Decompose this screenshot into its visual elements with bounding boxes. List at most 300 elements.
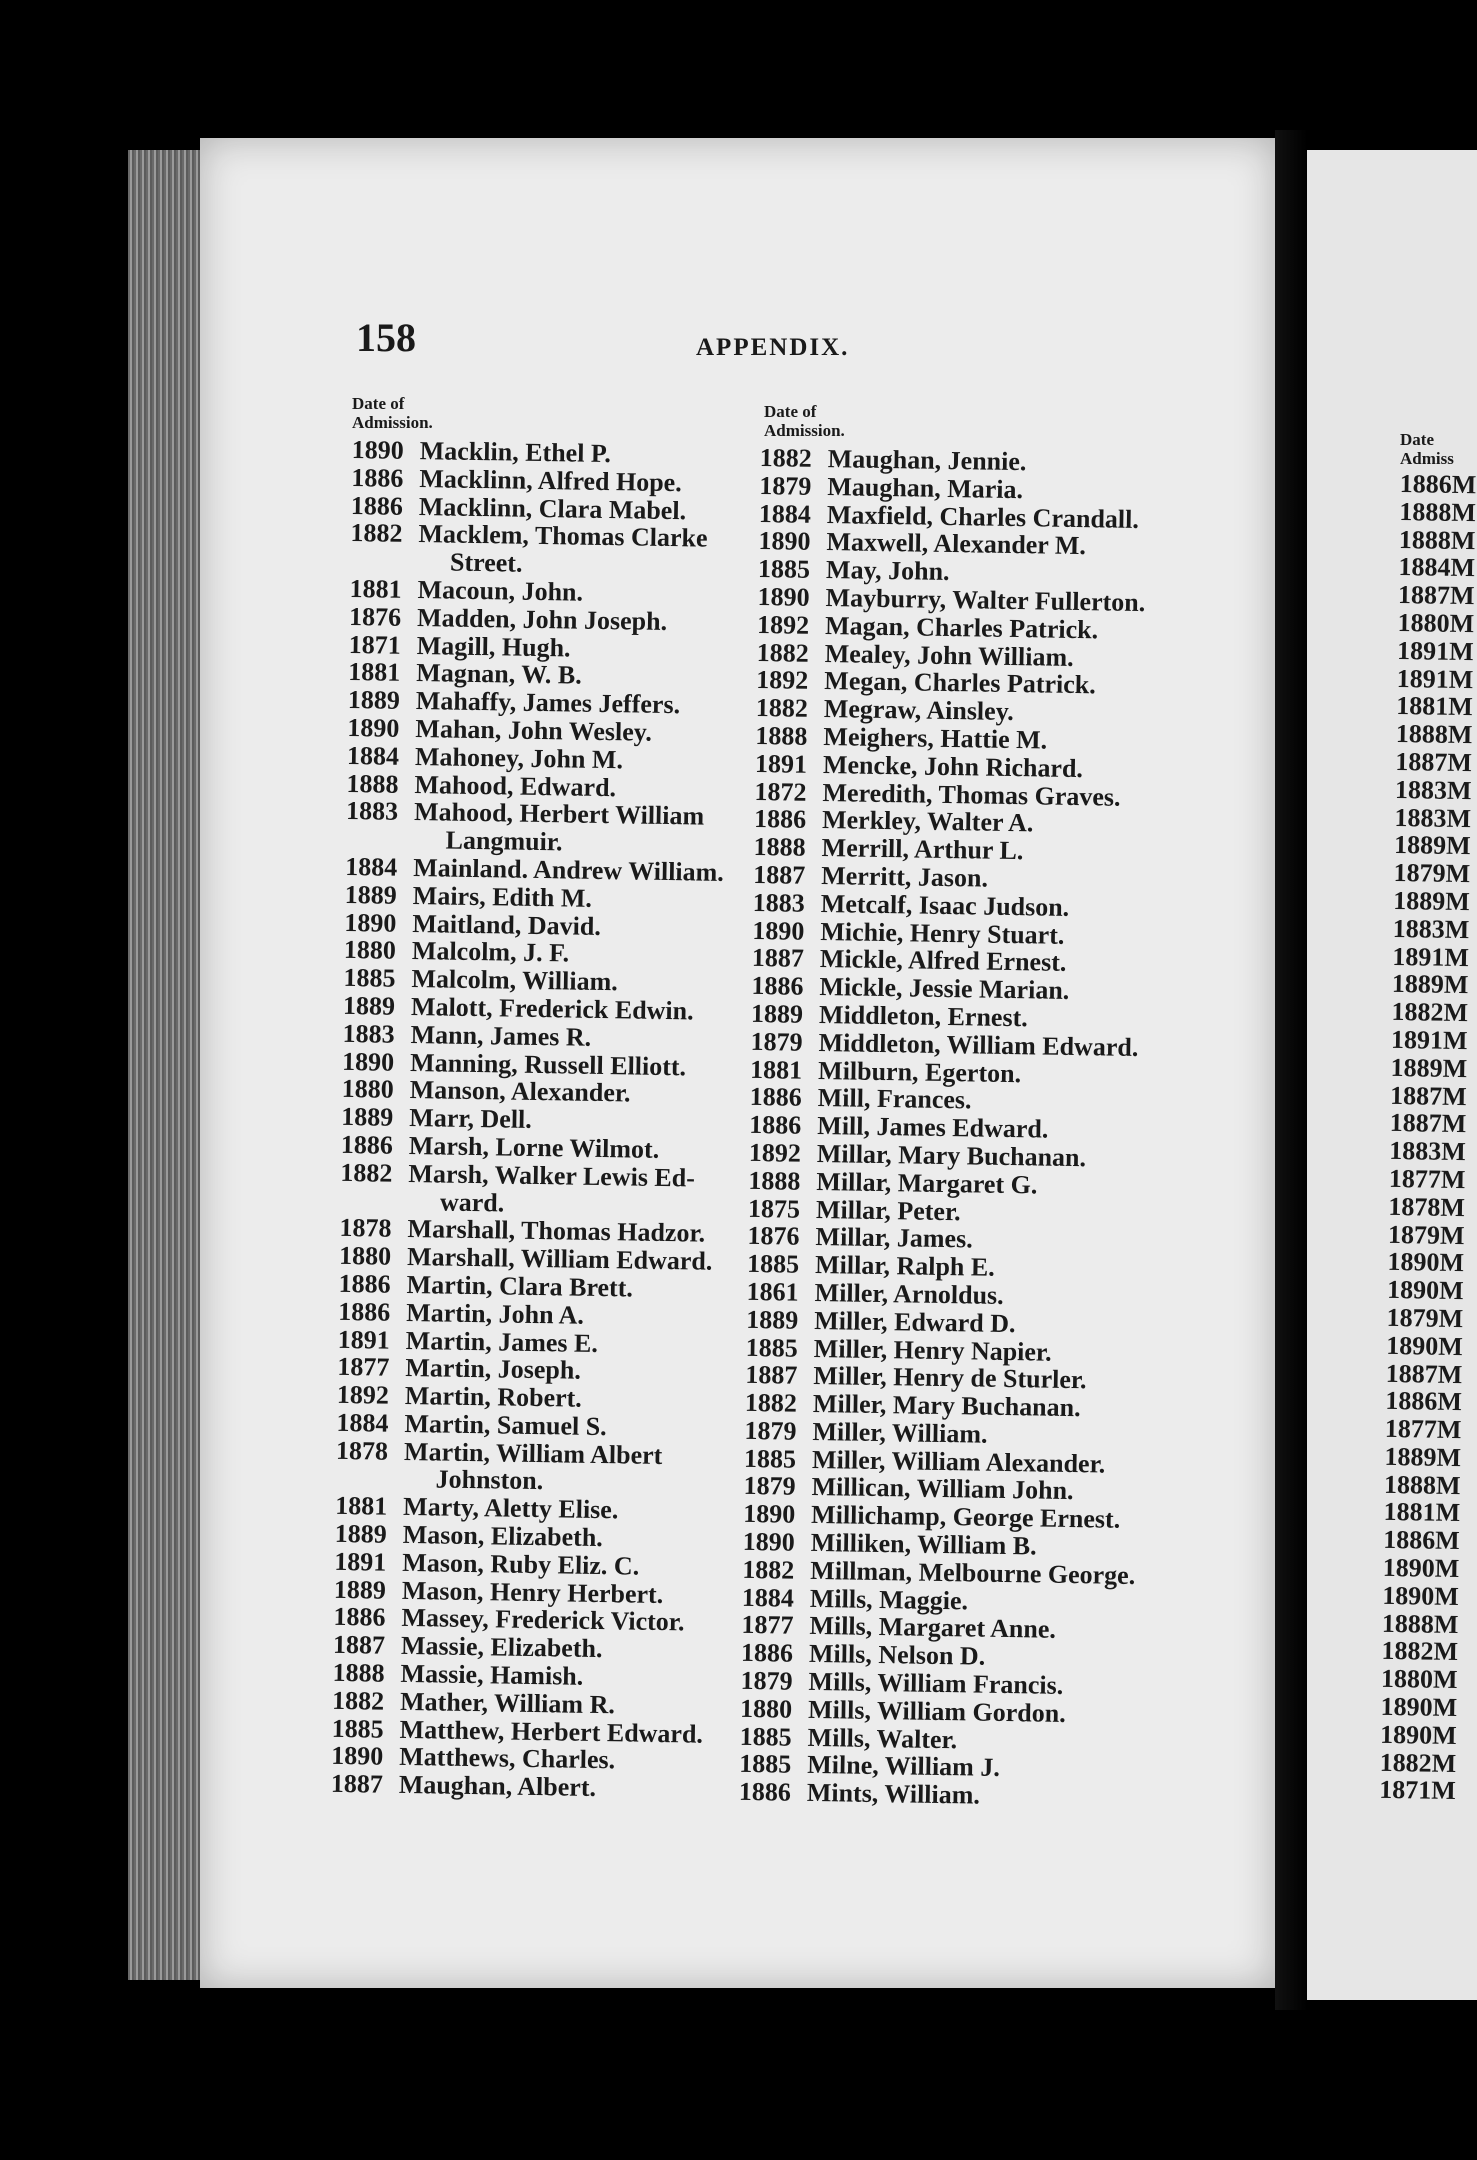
member-name: Miller, William Alexander. [811, 1444, 1106, 1479]
list-item [1393, 915, 1470, 944]
member-name: Merkley, Walter A. [821, 805, 1034, 838]
list-item [1391, 1026, 1468, 1055]
admission-year: 1881 [1383, 1497, 1436, 1528]
list-item [1381, 1665, 1458, 1694]
list-item [1390, 1081, 1467, 1110]
list-item [1379, 1748, 1456, 1777]
admission-year: 1879 [740, 1665, 793, 1696]
member-name: Massie, Elizabeth. [400, 1631, 603, 1664]
member-name: Merritt, Jason. [821, 860, 989, 893]
member-name: Martin, Clara Brett. [406, 1269, 634, 1303]
list-item [350, 519, 729, 553]
member-initial: M [1431, 1748, 1457, 1778]
admission-year: 1892 [756, 665, 809, 696]
member-name: Millar, James. [815, 1222, 973, 1254]
admission-year: 1890 [1380, 1691, 1433, 1722]
member-name: Matthews, Charles. [399, 1742, 616, 1775]
admission-year: 1882 [350, 518, 403, 549]
member-initial: M [1434, 1581, 1460, 1611]
member-name: Millar, Mary Buchanan. [816, 1138, 1087, 1173]
admission-year: 1884 [1398, 552, 1451, 583]
admission-year: 1885 [739, 1721, 792, 1752]
member-name: Mahoney, John M. [414, 741, 624, 775]
list-item [1386, 1359, 1463, 1388]
member-name: Mahood, Edward. [414, 769, 617, 802]
list-item [346, 797, 725, 831]
member-name: Mills, William Gordon. [807, 1694, 1066, 1728]
list-item [1389, 1137, 1466, 1166]
member-name: Macoun, John. [417, 575, 584, 607]
admission-year: 1885 [343, 963, 396, 993]
member-name: Marshall, William Edward. [406, 1242, 713, 1276]
member-name: Macklem, Thomas Clarke [418, 519, 708, 553]
list-item [1391, 998, 1468, 1027]
member-initial: M [1448, 664, 1474, 694]
member-name: Mayburry, Walter Fullerton. [825, 583, 1146, 618]
admission-year: 1883 [345, 796, 399, 827]
column-header-left [352, 394, 472, 432]
admission-year: 1891 [754, 748, 808, 779]
column-header-middle [764, 402, 884, 440]
member-name: Malcolm, William. [411, 964, 618, 997]
admission-year: 1887 [753, 859, 806, 890]
member-initial: M [1442, 1025, 1468, 1056]
list-item [1393, 859, 1470, 888]
admission-year: 1877 [1388, 1163, 1442, 1194]
list-item [1382, 1610, 1459, 1639]
admission-year: 1889 [1384, 1441, 1437, 1472]
admission-year: 1890 [742, 1499, 796, 1529]
admission-year: 1885 [757, 554, 811, 584]
list-item [1385, 1387, 1462, 1416]
list-item [1387, 1248, 1464, 1277]
admission-year: 1886 [1385, 1386, 1438, 1416]
admission-year: 1888 [1395, 719, 1449, 749]
admission-year: 1888 [1399, 496, 1452, 527]
member-name: Megan, Charles Patrick. [824, 666, 1096, 700]
member-initial: M [1438, 1275, 1464, 1306]
admission-year: 1890 [1379, 1719, 1433, 1750]
book-gutter [1275, 130, 1307, 2010]
admission-year: 1891 [337, 1324, 391, 1355]
member-name: Mill, James Edward. [817, 1111, 1049, 1144]
list-item [1383, 1526, 1460, 1555]
list-item [331, 1770, 710, 1804]
admission-year: 1884 [346, 740, 400, 771]
list-item [1394, 804, 1471, 833]
member-name: Mason, Elizabeth. [402, 1520, 604, 1553]
member-name: Malcolm, J. F. [411, 936, 570, 968]
member-name: Miller, Henry Napier. [813, 1333, 1052, 1367]
list-item [1385, 1415, 1462, 1444]
list-item [1400, 470, 1477, 499]
admission-year: 1887 [1385, 1358, 1439, 1389]
admission-year: 1875 [747, 1193, 801, 1224]
member-name: Maughan, Maria. [827, 471, 1024, 504]
member-name: Magnan, W. B. [416, 658, 582, 691]
member-name: Macklinn, Clara Mabel. [418, 491, 687, 525]
admission-year: 1879 [1387, 1219, 1441, 1250]
admission-year: 1882 [742, 1554, 795, 1585]
admission-year: 1887 [332, 1630, 386, 1660]
admission-year: 1878 [1388, 1191, 1441, 1222]
admission-year: 1887 [1395, 746, 1448, 777]
admission-year: 1886 [1382, 1525, 1436, 1555]
admission-year: 1888 [1381, 1608, 1435, 1639]
admission-year: 1886 [340, 1129, 394, 1160]
member-name: Mason, Henry Herbert. [401, 1575, 664, 1609]
admission-year: 1889 [1391, 969, 1445, 1000]
member-initial: M [1439, 1248, 1465, 1278]
list-item [1383, 1498, 1460, 1527]
admission-year: 1886 [1399, 469, 1453, 499]
admission-year: 1885 [331, 1713, 384, 1744]
member-initial: M [1433, 1637, 1459, 1667]
member-name: Middleton, William Edward. [818, 1027, 1139, 1062]
member-name: Maxwell, Alexander M. [826, 527, 1087, 561]
member-initial: M [1436, 1414, 1462, 1445]
member-name: Maughan, Albert. [398, 1770, 597, 1803]
member-name: Marty, Aletty Elise. [402, 1492, 619, 1525]
member-name: Mills, Nelson D. [808, 1639, 986, 1671]
admission-year: 1888 [346, 768, 399, 799]
list-item [1386, 1304, 1463, 1333]
member-initial: M [1445, 831, 1471, 861]
member-initial: M [1441, 1136, 1467, 1167]
member-name: Langmuir. [445, 825, 563, 857]
admission-year: 1882 [759, 443, 813, 473]
list-item [340, 1159, 719, 1193]
member-name: Maitland, David. [412, 908, 602, 941]
member-name: Martin, John A. [406, 1297, 585, 1330]
admission-year: 1890 [1387, 1247, 1440, 1278]
member-initial: M [1432, 1664, 1458, 1695]
admission-year: 1883 [1392, 913, 1446, 944]
admission-year: 1882 [755, 693, 809, 723]
admission-year: 1879 [1386, 1302, 1439, 1333]
member-name: Mainland. Andrew William. [413, 852, 725, 887]
admission-year: 1892 [748, 1137, 802, 1168]
admission-year: 1886 [749, 1110, 802, 1140]
admission-year: 1892 [336, 1379, 390, 1410]
member-name: Marshall, Thomas Hadzor. [407, 1214, 706, 1248]
admission-year: 1890 [351, 435, 405, 465]
admission-year: 1884 [336, 1407, 389, 1438]
member-initial: M [1448, 636, 1474, 666]
admission-year: 1886 [351, 462, 404, 493]
member-name: Michie, Henry Stuart. [820, 916, 1065, 950]
column-header-facing [1400, 430, 1470, 468]
admission-year: 1871 [348, 629, 401, 660]
admission-year: 1882 [1379, 1747, 1432, 1778]
member-name: Macklin, Ethel P. [419, 436, 612, 469]
member-name: Matthew, Herbert Edward. [399, 1714, 704, 1749]
admission-year: 1883 [342, 1018, 395, 1049]
member-initial: M [1434, 1553, 1460, 1584]
member-initial: M [1444, 914, 1470, 944]
admission-year: 1877 [337, 1352, 390, 1382]
list-item [1388, 1193, 1465, 1222]
admission-year: 1878 [339, 1213, 392, 1244]
member-name: Manning, Russell Elliott. [409, 1047, 687, 1081]
list-item [1382, 1582, 1459, 1611]
member-initial: M [1449, 580, 1475, 611]
member-initial: M [1446, 775, 1472, 805]
admission-year: 1889 [344, 879, 398, 910]
admission-year: 1883 [1389, 1136, 1442, 1166]
list-item [1390, 1109, 1467, 1138]
admission-year: 1888 [1383, 1469, 1437, 1500]
admission-year: 1885 [746, 1249, 800, 1279]
admission-year: 1890 [347, 712, 400, 743]
member-name: ward. [439, 1186, 505, 1217]
member-name: Massey, Frederick Victor. [401, 1603, 685, 1637]
admission-year: 1889 [334, 1518, 387, 1549]
admission-year: 1887 [745, 1360, 798, 1390]
member-name: Marr, Dell. [409, 1103, 533, 1135]
admission-year: 1889 [347, 685, 401, 715]
member-name: Martin, Samuel S. [404, 1408, 607, 1442]
member-name: Magan, Charles Patrick. [824, 610, 1099, 645]
admission-year: 1879 [1393, 858, 1446, 888]
member-name: Mills, Margaret Anne. [809, 1611, 1057, 1645]
member-initial: M [1431, 1720, 1457, 1750]
admission-year: 1888 [755, 720, 808, 751]
member-name: Milliken, William B. [810, 1528, 1037, 1561]
member-name: Millichamp, George Ernest. [810, 1500, 1121, 1535]
list-item [1394, 831, 1471, 860]
member-name: Miller, William. [812, 1416, 988, 1449]
admission-year: 1885 [743, 1443, 797, 1474]
running-title: APPENDIX. [696, 334, 850, 361]
list-item [1397, 665, 1474, 694]
admission-year: 1883 [1394, 774, 1448, 805]
member-name: Mills, Maggie. [809, 1583, 969, 1616]
member-name: Megraw, Ainsley. [823, 694, 1014, 727]
member-name: Miller, Henry de Sturler. [813, 1361, 1087, 1395]
column-header-text: Date Admiss [1400, 430, 1454, 468]
column-header-text: Date of Admission. [352, 394, 433, 432]
admission-year: 1890 [757, 581, 810, 612]
member-name: Mints, William. [806, 1778, 981, 1810]
admission-year: 1888 [332, 1657, 385, 1688]
member-name: Milburn, Egerton. [817, 1055, 1022, 1088]
admission-year: 1890 [331, 1741, 384, 1772]
member-name: Mickle, Jessie Marian. [819, 972, 1070, 1006]
admission-year: 1880 [343, 935, 397, 966]
admission-year: 1890 [1382, 1552, 1435, 1583]
admission-year: 1890 [341, 1046, 395, 1077]
list-item [1395, 776, 1472, 805]
member-name: Middleton, Ernest. [818, 999, 1028, 1033]
member-name: Massie, Hamish. [400, 1658, 584, 1691]
admission-year: 1887 [1389, 1108, 1442, 1139]
admission-year: 1882 [744, 1387, 798, 1418]
list-item [336, 1437, 715, 1471]
member-name: Mill, Frances. [817, 1083, 972, 1115]
member-name: Mann, James R. [410, 1019, 592, 1052]
admission-year: 1890 [1386, 1330, 1439, 1361]
admission-year: 1881 [749, 1054, 803, 1085]
member-name: Martin, William Albert [403, 1436, 663, 1470]
member-initial: M [1431, 1776, 1457, 1806]
admission-year: 1889 [1393, 885, 1446, 916]
admission-year: 1878 [335, 1435, 389, 1466]
member-name: Millar, Ralph E. [814, 1250, 995, 1282]
admission-year: 1880 [341, 1074, 394, 1105]
member-name: Madden, John Joseph. [416, 602, 668, 636]
list-item [1395, 748, 1472, 777]
list-item [1379, 1776, 1456, 1805]
member-name: Mairs, Edith M. [412, 880, 593, 913]
admission-year: 1881 [1396, 691, 1449, 722]
member-initial: M [1440, 1164, 1466, 1195]
admission-year: 1887 [1389, 1080, 1443, 1111]
admission-year: 1886 [333, 1602, 386, 1633]
admission-year: 1884 [758, 498, 812, 529]
member-name: Millman, Melbourne George. [810, 1555, 1136, 1590]
member-name: Mencke, John Richard. [822, 749, 1084, 783]
member-initial: M [1443, 997, 1469, 1028]
member-initial: M [1437, 1387, 1463, 1417]
admission-year: 1880 [739, 1693, 793, 1724]
admission-year: 1886 [753, 804, 807, 835]
member-name: Millar, Peter. [815, 1194, 961, 1226]
left-entry-list [331, 436, 731, 1804]
member-name: Maughan, Jennie. [827, 444, 1027, 477]
admission-year: 1872 [754, 776, 807, 807]
member-name: Merrill, Arthur L. [821, 833, 1024, 866]
admission-year: 1881 [348, 657, 401, 688]
admission-year: 1879 [744, 1415, 797, 1446]
list-item [1396, 720, 1473, 749]
admission-year: 1888 [753, 832, 806, 862]
admission-year: 1886 [751, 971, 804, 1001]
member-initial: M [1438, 1303, 1464, 1334]
list-item [1386, 1332, 1463, 1361]
admission-year: 1882 [340, 1157, 393, 1188]
admission-year: 1887 [751, 943, 805, 974]
member-initial: M [1434, 1525, 1460, 1556]
list-item [1384, 1471, 1461, 1500]
list-item [1393, 887, 1470, 916]
list-item [1381, 1637, 1458, 1666]
admission-year: 1889 [342, 990, 396, 1021]
admission-year: 1886 [740, 1638, 794, 1668]
member-name: Magill, Hugh. [416, 630, 571, 663]
member-initial: M [1439, 1220, 1465, 1250]
member-name: Maxfield, Charles Crandall. [826, 499, 1140, 534]
member-name: Metcalf, Isaac Judson. [820, 888, 1070, 922]
member-name: Miller, Mary Buchanan. [812, 1389, 1081, 1423]
admission-year: 1890 [742, 1526, 795, 1557]
member-initial: M [1442, 1053, 1468, 1083]
member-name: Mahood, Herbert William [413, 797, 705, 831]
member-name: Mahaffy, James Jeffers. [415, 686, 681, 720]
member-name: Martin, Joseph. [405, 1353, 582, 1386]
member-name: Millar, Margaret G. [816, 1166, 1038, 1200]
admission-year: 1885 [745, 1332, 799, 1363]
member-name: Marsh, Lorne Wilmot. [408, 1130, 660, 1164]
admission-year: 1879 [750, 1026, 803, 1057]
admission-year: 1890 [758, 526, 811, 557]
admission-year: 1883 [1394, 802, 1447, 833]
list-item [1383, 1554, 1460, 1583]
admission-year: 1890 [752, 915, 805, 946]
member-initial: M [1445, 886, 1471, 917]
admission-year: 1889 [341, 1102, 394, 1132]
member-name: Mickle, Alfred Ernest. [819, 944, 1067, 978]
list-item [1396, 692, 1473, 721]
admission-year: 1890 [344, 907, 397, 938]
member-initial: M [1437, 1359, 1463, 1389]
admission-year: 1891 [334, 1546, 387, 1577]
member-name: May, John. [825, 555, 950, 587]
list-item [1398, 581, 1475, 610]
admission-year: 1881 [349, 573, 402, 604]
member-name: Martin, James E. [405, 1325, 599, 1358]
admission-year: 1892 [756, 609, 810, 640]
member-initial: M [1435, 1470, 1461, 1500]
admission-year: 1889 [1390, 1052, 1443, 1083]
member-name: Miller, Edward D. [814, 1305, 1016, 1338]
admission-year: 1891 [1396, 635, 1450, 666]
admission-year: 1891 [1396, 663, 1449, 694]
member-initial: M [1445, 858, 1471, 889]
admission-year: 1890 [1382, 1580, 1435, 1611]
admission-year: 1876 [747, 1221, 800, 1252]
member-name: Meighers, Hattie M. [823, 722, 1048, 755]
member-initial: M [1433, 1609, 1459, 1639]
list-item [1399, 526, 1476, 555]
admission-year: 1885 [739, 1749, 792, 1780]
admission-year: 1889 [333, 1574, 387, 1605]
list-item [1398, 553, 1475, 582]
list-item [1384, 1443, 1461, 1472]
member-initial: M [1447, 719, 1473, 750]
member-name: Marsh, Walker Lewis Ed- [408, 1158, 696, 1193]
list-item [1397, 609, 1474, 638]
member-initial: M [1441, 1081, 1467, 1111]
admission-year: 1882 [1391, 997, 1444, 1027]
admission-year: 1891 [1392, 941, 1445, 972]
admission-year: 1886 [738, 1777, 792, 1807]
member-name: Manson, Alexander. [409, 1075, 631, 1108]
list-item [1392, 970, 1469, 999]
member-initial: M [1432, 1692, 1458, 1723]
admission-year: 1886 [338, 1296, 391, 1327]
admission-year: 1876 [348, 601, 402, 632]
page-edges [128, 150, 202, 1980]
member-name: Millican, William John. [811, 1472, 1074, 1506]
member-name: Mills, Walter. [807, 1722, 958, 1754]
member-initial: M [1450, 525, 1476, 555]
member-name: Macklinn, Alfred Hope. [419, 463, 682, 497]
member-initial: M [1441, 1109, 1467, 1139]
member-name: Street. [449, 547, 523, 578]
admission-year: 1891 [1390, 1024, 1444, 1055]
admission-year: 1882 [331, 1685, 385, 1716]
admission-year: 1889 [750, 998, 804, 1029]
member-name: Meredith, Thomas Graves. [822, 777, 1121, 812]
admission-year: 1882 [756, 637, 809, 668]
admission-year: 1886 [749, 1082, 802, 1113]
admission-year: 1888 [748, 1165, 801, 1196]
member-initial: M [1451, 469, 1477, 500]
admission-year: 1887 [330, 1769, 384, 1799]
member-name: Miller, Arnoldus. [814, 1277, 1004, 1310]
admission-year: 1889 [1393, 830, 1447, 861]
